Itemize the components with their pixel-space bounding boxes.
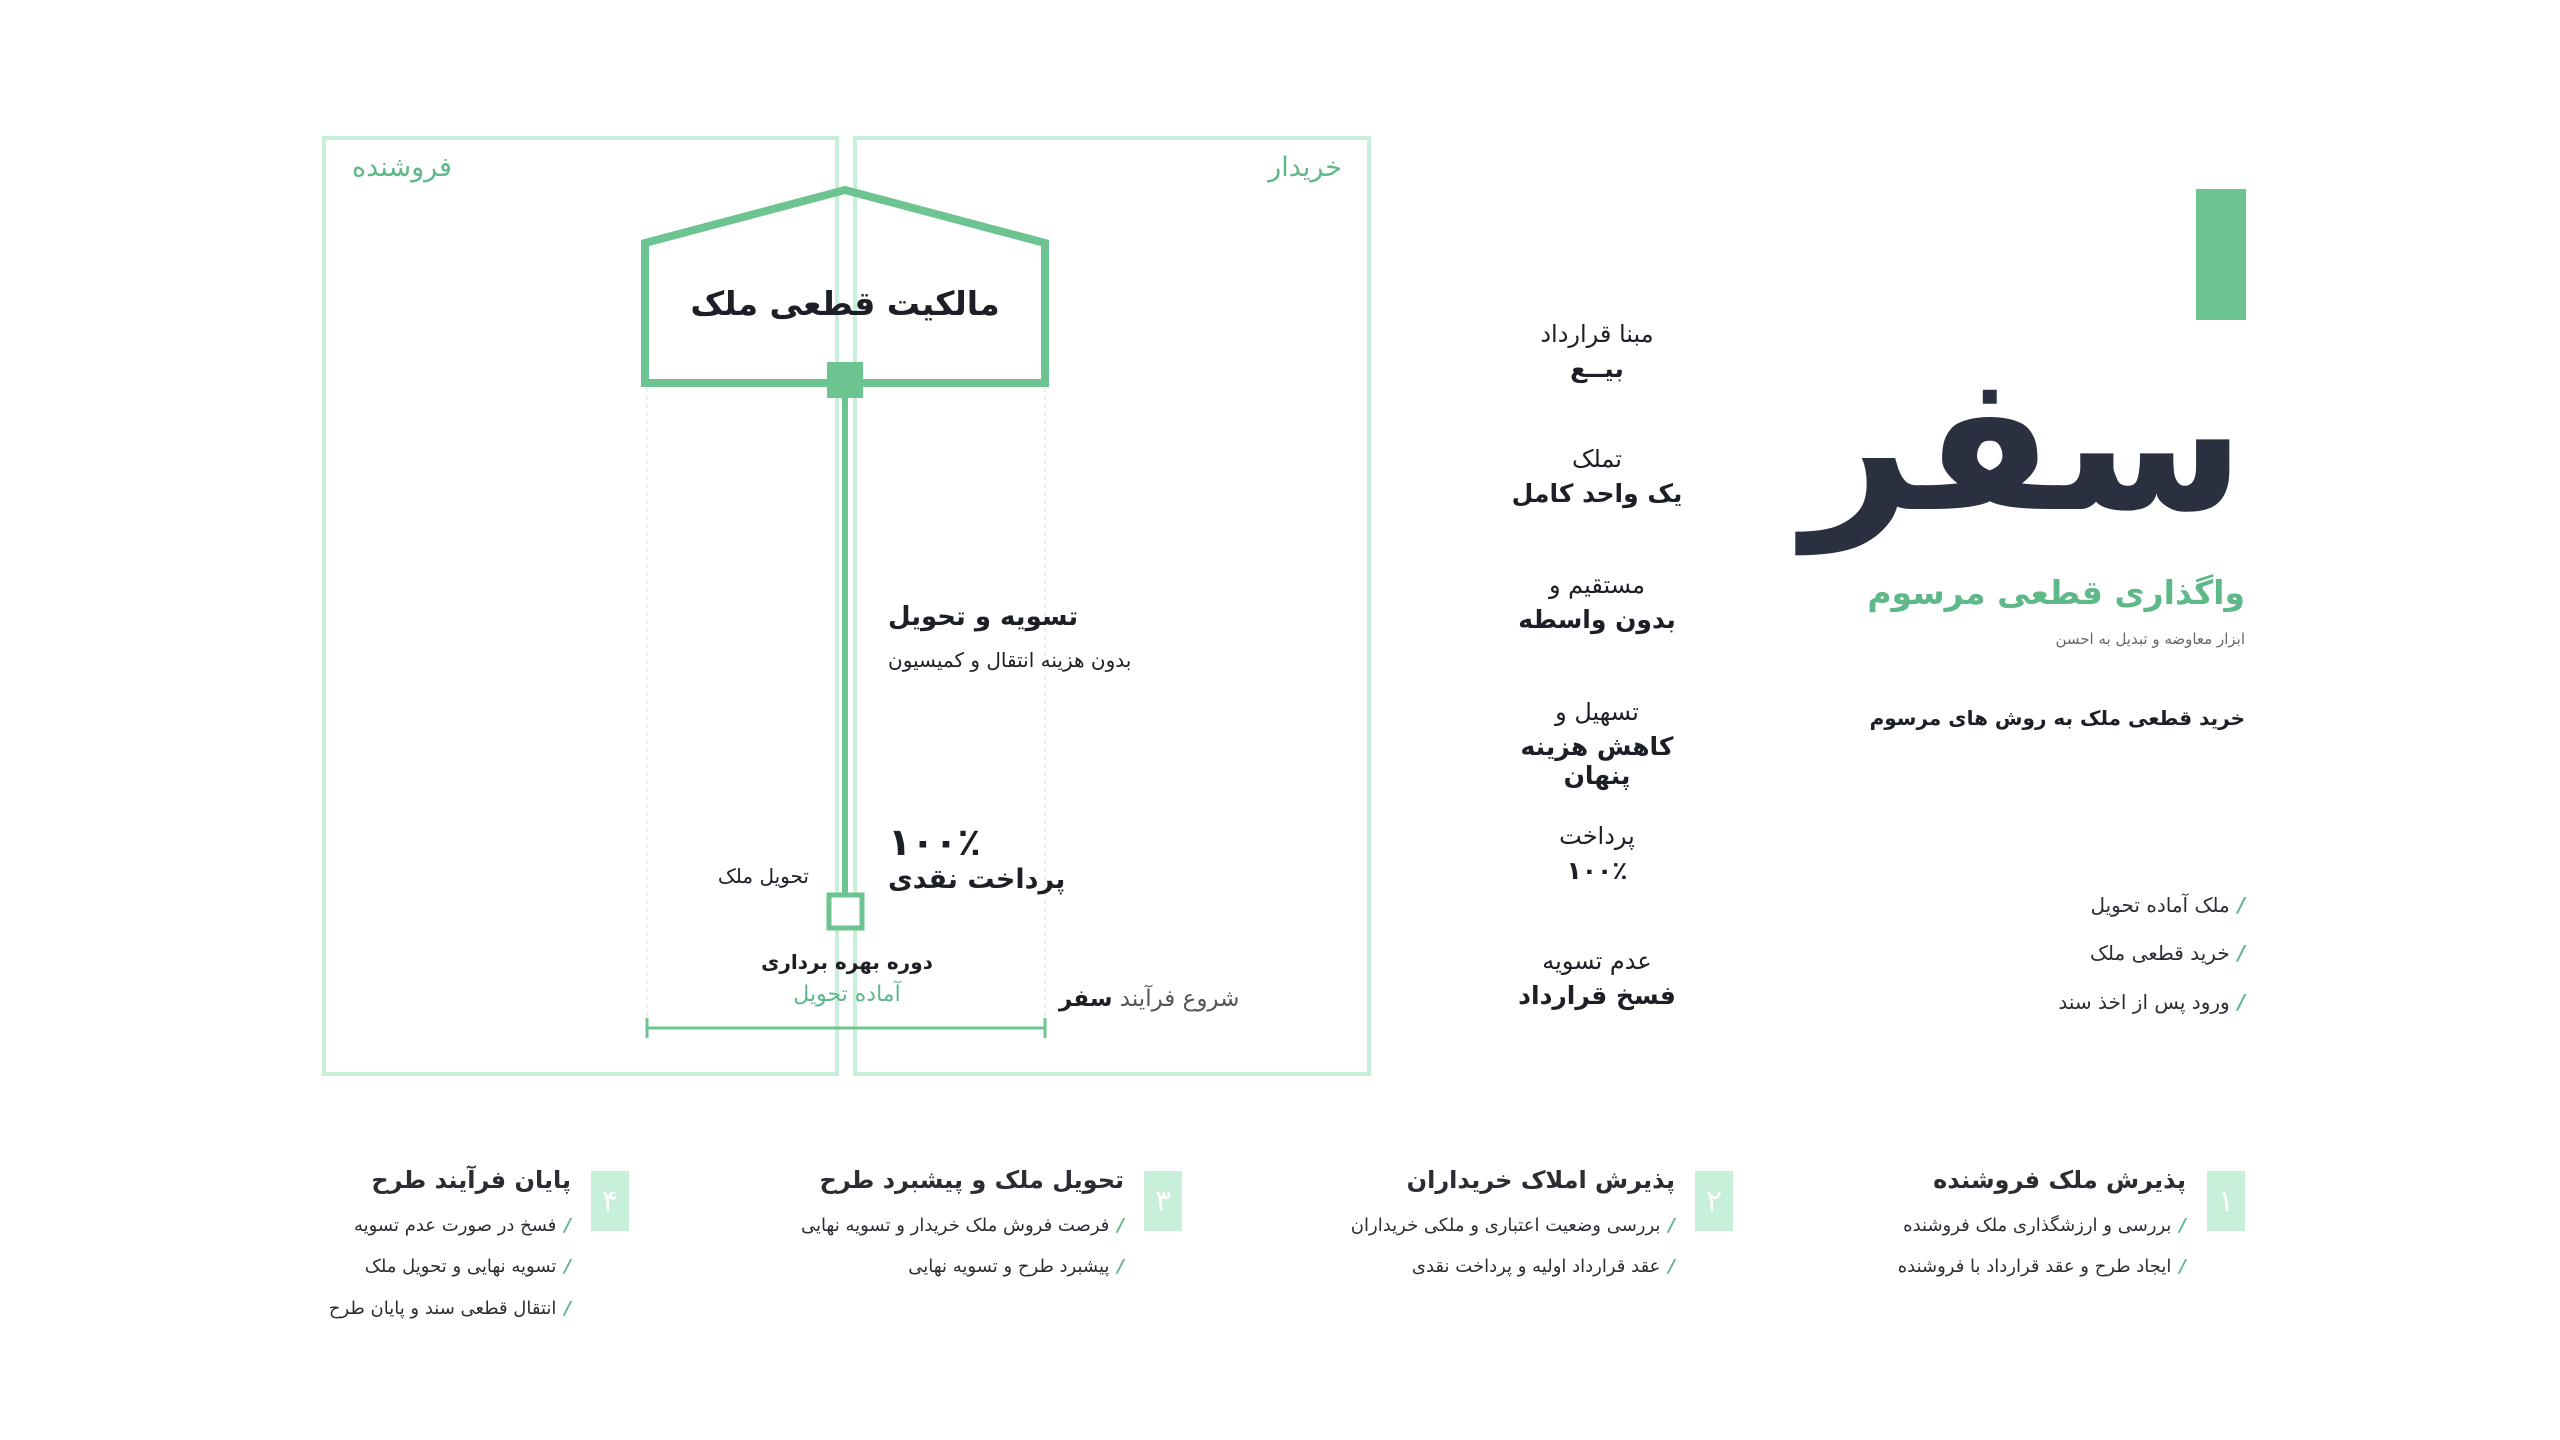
step-badge: ۱ [2207, 1171, 2245, 1231]
brand-accent-bar [2196, 189, 2246, 320]
feature-item: مبنا قرارداد بیــع [1447, 320, 1747, 383]
house-title: مالکیت قطعی ملک [690, 284, 1000, 323]
delivery-label: تحویل ملک [717, 864, 809, 888]
step-item: /عقد قرارداد اولیه و پرداخت نقدی [1411, 1256, 1675, 1277]
feature-item: عدم تسویه فسخ قرارداد [1447, 947, 1747, 1010]
brand-bullet: /ملک آماده تحویل [2090, 893, 2245, 917]
start-prefix: شروع فرآیند [1119, 986, 1240, 1012]
step-item: /بررسی وضعیت اعتباری و ملکی خریداران [1350, 1215, 1675, 1236]
slash-icon: / [2237, 893, 2245, 917]
brand-tagline: ابزار معاوضه و تبدیل به احسن [2055, 630, 2245, 648]
step-title: پذیرش ملک فروشنده [1933, 1166, 2186, 1194]
start-process [1059, 986, 1239, 1012]
step-badge: ۳ [1144, 1171, 1182, 1231]
brand-title: واگذاری قطعی مرسوم [1867, 573, 2245, 612]
feature-item: تملک یک واحد کامل [1447, 445, 1747, 508]
step-title: تحویل ملک و پیشبرد طرح [819, 1166, 1124, 1194]
payment-percent: ۱۰۰٪ [888, 820, 981, 864]
step-badge: ۴ [591, 1171, 629, 1231]
brand-bullet: /ورود پس از اخذ سند [2058, 990, 2245, 1014]
start-brand: سفر [1059, 986, 1113, 1012]
brand-bullet: /خرید قطعی ملک [2089, 941, 2245, 965]
step-badge: ۲ [1695, 1171, 1733, 1231]
step-title: پایان فرآیند طرح [371, 1166, 571, 1194]
seller-label: فروشنده [352, 152, 452, 183]
settlement-title: تسویه و تحویل [888, 602, 1079, 632]
delivery-square [829, 895, 862, 928]
feature-item: مستقیم و بدون واسطه [1447, 571, 1747, 634]
step-item: /تسویه نهایی و تحویل ملک [364, 1256, 571, 1277]
step-title: پذیرش املاک خریداران [1406, 1166, 1675, 1194]
period-subtitle: آماده تحویل [793, 982, 901, 1007]
step-item: /بررسی و ارزشگذاری ملک فروشنده [1903, 1215, 2186, 1236]
step-item: /ایجاد طرح و عقد قرارداد با فروشنده [1897, 1256, 2186, 1277]
buyer-label: خریدار [1268, 152, 1342, 183]
settlement-subtitle: بدون هزینه انتقال و کمیسیون [888, 648, 1132, 672]
step-item: /فرصت فروش ملک خریدار و تسویه نهایی [800, 1215, 1124, 1236]
ownership-diagram [0, 0, 1400, 1100]
step-item: /فسخ در صورت عدم تسویه [353, 1215, 571, 1236]
junction-square [827, 362, 863, 398]
step-item: /پیشبرد طرح و تسویه نهایی [908, 1256, 1124, 1277]
feature-item: پرداخت ۱۰۰٪ [1447, 822, 1747, 885]
payment-label: پرداخت نقدی [888, 864, 1066, 895]
brand-description: خرید قطعی ملک به روش های مرسوم [1869, 706, 2245, 730]
period-title: دوره بهره برداری [761, 950, 933, 974]
step-item: /انتقال قطعی سند و پایان طرح [328, 1298, 571, 1319]
slash-icon: / [2237, 990, 2245, 1014]
brand-logo: سفر [1803, 333, 2245, 554]
feature-item: تسهیل و کاهش هزینه پنهان [1447, 698, 1747, 790]
slash-icon: / [2237, 941, 2245, 965]
